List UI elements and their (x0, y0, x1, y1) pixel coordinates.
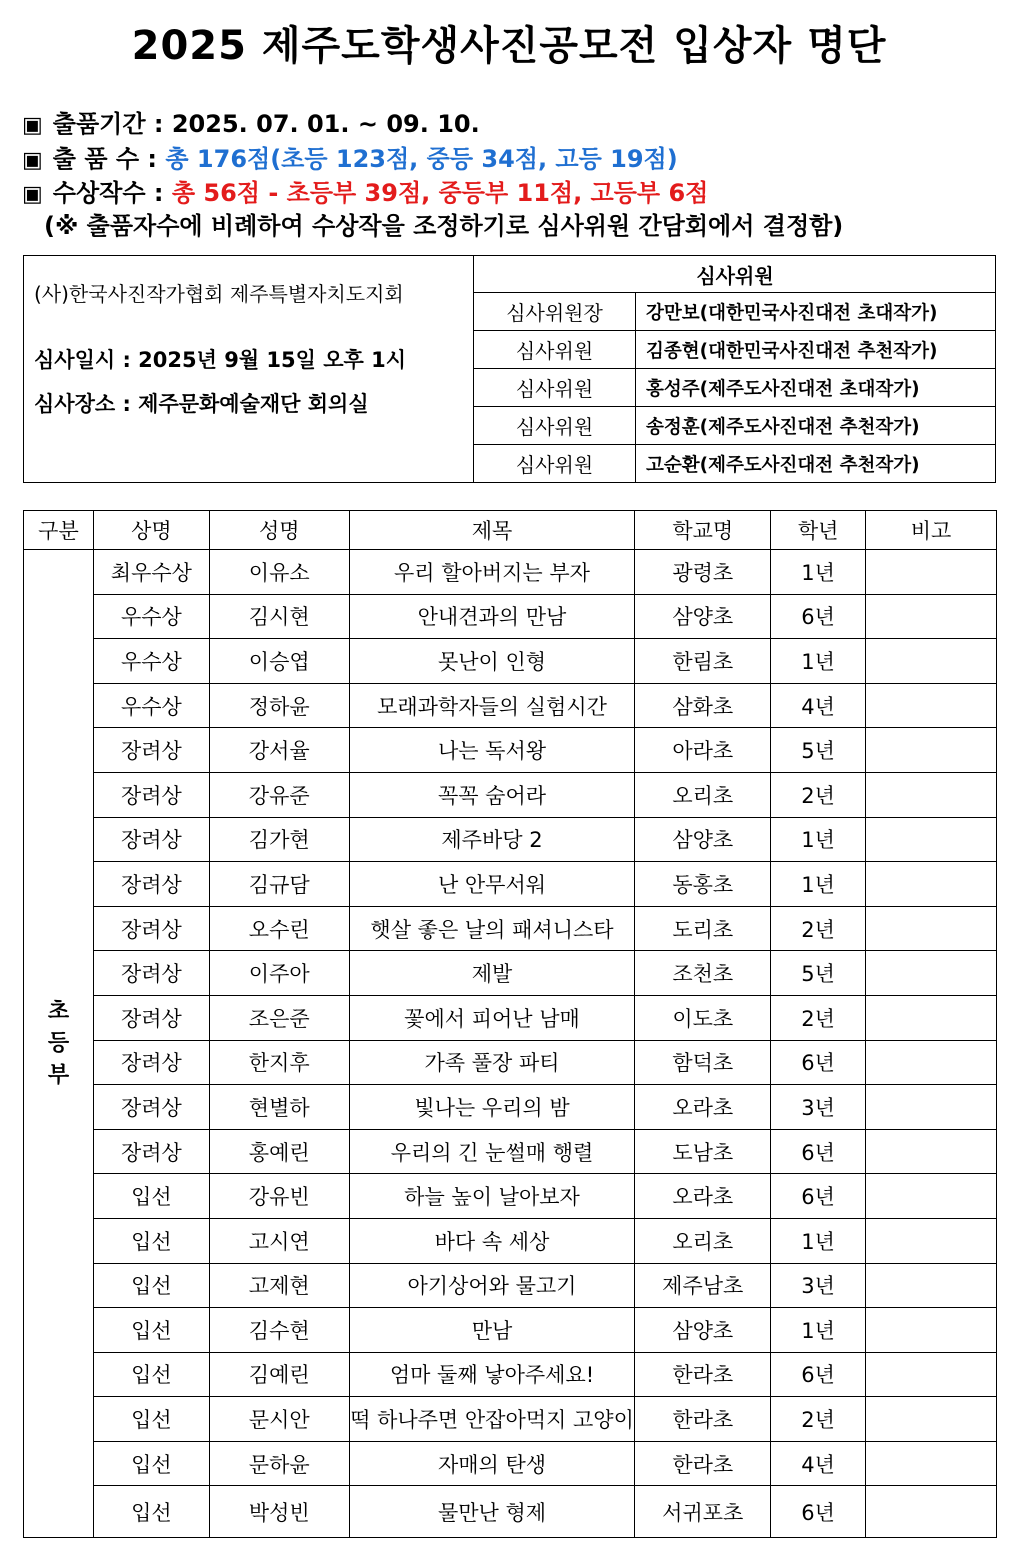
grade-cell: 1년 (771, 639, 866, 684)
school-cell: 도남초 (635, 1129, 771, 1174)
awards-table (23, 510, 997, 1538)
grade-cell: 1년 (771, 862, 866, 907)
school-cell: 오라초 (635, 1085, 771, 1130)
name-cell: 문시안 (209, 1397, 349, 1442)
award-cell: 우수상 (93, 683, 209, 728)
count-value: 총 176점(초등 123점, 중등 34점, 고등 19점) (165, 145, 678, 173)
judge-role: 심사위원 (474, 331, 636, 369)
remarks-cell (866, 1441, 997, 1486)
award-cell: 입선 (93, 1308, 209, 1353)
award-cell: 장려상 (93, 728, 209, 773)
column-header-award: 상명 (93, 511, 209, 550)
remarks-cell (866, 772, 997, 817)
table-row (24, 550, 997, 595)
column-header-school: 학교명 (635, 511, 771, 550)
judges-header: 심사위원 (474, 256, 996, 293)
judge-name: 홍성주(제주도사진대전 초대작가) (636, 369, 997, 407)
remarks-cell (866, 817, 997, 862)
grade-cell: 3년 (771, 1085, 866, 1130)
award-cell: 장려상 (93, 951, 209, 996)
school-cell: 삼양초 (635, 817, 771, 862)
title-cell: 자매의 탄생 (349, 1441, 635, 1486)
table-row (24, 1352, 997, 1397)
table-row (24, 594, 997, 639)
category-cell (24, 550, 94, 1538)
count-label: 출 품 수 : (52, 145, 166, 173)
school-cell: 오리초 (635, 1218, 771, 1263)
award-cell: 우수상 (93, 594, 209, 639)
title-cell: 우리 할아버지는 부자 (349, 550, 635, 595)
table-row (24, 683, 997, 728)
square-bullet-icon: ▣ (22, 182, 43, 207)
school-cell: 삼양초 (635, 594, 771, 639)
judge-row (474, 293, 996, 331)
name-cell: 강서율 (209, 728, 349, 773)
award-cell: 장려상 (93, 817, 209, 862)
name-cell: 김수현 (209, 1308, 349, 1353)
school-cell: 아라초 (635, 728, 771, 773)
award-cell: 장려상 (93, 862, 209, 907)
school-cell: 동홍초 (635, 862, 771, 907)
remarks-cell (866, 550, 997, 595)
remarks-cell (866, 594, 997, 639)
grade-cell: 2년 (771, 772, 866, 817)
award-cell: 장려상 (93, 995, 209, 1040)
table-row (24, 995, 997, 1040)
school-cell: 도리초 (635, 906, 771, 951)
title-cell: 꼭꼭 숨어라 (349, 772, 635, 817)
name-cell: 이유소 (209, 550, 349, 595)
school-cell: 한라초 (635, 1352, 771, 1397)
award-cell: 입선 (93, 1218, 209, 1263)
grade-cell: 3년 (771, 1263, 866, 1308)
awards-value: 총 56점 - 초등부 39점, 중등부 11점, 고등부 6점 (171, 179, 709, 207)
title-cell: 아기상어와 물고기 (349, 1263, 635, 1308)
name-cell: 김시현 (209, 594, 349, 639)
award-cell: 입선 (93, 1174, 209, 1219)
award-cell: 입선 (93, 1352, 209, 1397)
table-row (24, 1129, 997, 1174)
title-cell: 가족 풀장 파티 (349, 1040, 635, 1085)
school-cell: 오리초 (635, 772, 771, 817)
school-cell: 삼양초 (635, 1308, 771, 1353)
title-cell: 제주바당 2 (349, 817, 635, 862)
title-cell: 못난이 인형 (349, 639, 635, 684)
award-cell: 장려상 (93, 1040, 209, 1085)
judging-place: 심사장소 : 제주문화예술재단 회의실 (34, 392, 369, 416)
grade-cell: 6년 (771, 1486, 866, 1538)
remarks-cell (866, 683, 997, 728)
column-header-title: 제목 (349, 511, 635, 550)
grade-cell: 6년 (771, 1352, 866, 1397)
column-header-name: 성명 (209, 511, 349, 550)
remarks-cell (866, 1174, 997, 1219)
award-cell: 장려상 (93, 1129, 209, 1174)
title-cell: 제발 (349, 951, 635, 996)
category-char: 초 (47, 998, 70, 1024)
name-cell: 이승엽 (209, 639, 349, 684)
remarks-cell (866, 1129, 997, 1174)
name-cell: 정하윤 (209, 683, 349, 728)
award-cell: 장려상 (93, 772, 209, 817)
judge-role: 심사위원 (474, 407, 636, 445)
category-char: 등 (47, 1030, 70, 1056)
grade-cell: 5년 (771, 728, 866, 773)
table-row (24, 1308, 997, 1353)
judging-info (24, 256, 474, 482)
name-cell: 이주아 (209, 951, 349, 996)
judge-role: 심사위원장 (474, 293, 636, 331)
table-header-row (24, 511, 997, 550)
table-row (24, 1174, 997, 1219)
remarks-cell (866, 1040, 997, 1085)
title-cell: 우리의 긴 눈썰매 행렬 (349, 1129, 635, 1174)
category-char: 부 (47, 1062, 70, 1088)
title-cell: 물만난 형제 (349, 1486, 635, 1538)
judges-table (474, 256, 996, 482)
grade-cell: 6년 (771, 1129, 866, 1174)
title-cell: 바다 속 세상 (349, 1218, 635, 1263)
column-header-category: 구분 (24, 511, 94, 550)
name-cell: 고제현 (209, 1263, 349, 1308)
name-cell: 김가현 (209, 817, 349, 862)
name-cell: 한지후 (209, 1040, 349, 1085)
award-cell: 우수상 (93, 639, 209, 684)
table-row (24, 639, 997, 684)
name-cell: 김규담 (209, 862, 349, 907)
judge-row (474, 331, 996, 369)
name-cell: 문하윤 (209, 1441, 349, 1486)
period-line (22, 104, 480, 139)
table-row (24, 728, 997, 773)
title-cell: 안내견과의 만남 (349, 594, 635, 639)
title-cell: 모래과학자들의 실험시간 (349, 683, 635, 728)
count-line (22, 139, 678, 174)
school-cell: 함덕초 (635, 1040, 771, 1085)
organizer: (사)한국사진작가협회 제주특별자치도지회 (34, 282, 404, 306)
column-header-grade: 학년 (771, 511, 866, 550)
table-row (24, 1263, 997, 1308)
title-cell: 나는 독서왕 (349, 728, 635, 773)
remarks-cell (866, 1085, 997, 1130)
school-cell: 오라초 (635, 1174, 771, 1219)
name-cell: 강유빈 (209, 1174, 349, 1219)
judge-name: 김종현(대한민국사진대전 추천작가) (636, 331, 997, 369)
judge-row (474, 369, 996, 407)
remarks-cell (866, 728, 997, 773)
name-cell: 오수린 (209, 906, 349, 951)
remarks-cell (866, 995, 997, 1040)
table-row (24, 817, 997, 862)
judge-row (474, 445, 996, 483)
school-cell: 조천초 (635, 951, 771, 996)
judging-date: 심사일시 : 2025년 9월 15일 오후 1시 (34, 348, 407, 372)
award-cell: 입선 (93, 1263, 209, 1308)
award-cell: 입선 (93, 1397, 209, 1442)
title-cell: 햇살 좋은 날의 패셔니스타 (349, 906, 635, 951)
square-bullet-icon: ▣ (22, 113, 43, 138)
school-cell: 한라초 (635, 1397, 771, 1442)
remarks-cell (866, 1486, 997, 1538)
school-cell: 이도초 (635, 995, 771, 1040)
table-row (24, 1085, 997, 1130)
title-cell: 꽃에서 피어난 남매 (349, 995, 635, 1040)
remarks-cell (866, 1263, 997, 1308)
grade-cell: 1년 (771, 817, 866, 862)
remarks-cell (866, 951, 997, 996)
table-row (24, 1441, 997, 1486)
award-cell: 장려상 (93, 906, 209, 951)
judge-row (474, 407, 996, 445)
awards-table-body (24, 550, 997, 1538)
period-value: 2025. 07. 01. ~ 09. 10. (171, 110, 480, 138)
title-cell: 난 안무서워 (349, 862, 635, 907)
column-header-remarks: 비고 (866, 511, 997, 550)
grade-cell: 1년 (771, 550, 866, 595)
award-cell: 입선 (93, 1486, 209, 1538)
school-cell: 한림초 (635, 639, 771, 684)
judge-name: 강만보(대한민국사진대전 초대작가) (636, 293, 997, 331)
grade-cell: 6년 (771, 594, 866, 639)
table-row (24, 862, 997, 907)
remarks-cell (866, 1218, 997, 1263)
grade-cell: 2년 (771, 906, 866, 951)
name-cell: 박성빈 (209, 1486, 349, 1538)
judge-role: 심사위원 (474, 445, 636, 483)
period-label: 출품기간 : (52, 110, 172, 138)
school-cell: 서귀포초 (635, 1486, 771, 1538)
title-cell: 하늘 높이 날아보자 (349, 1174, 635, 1219)
name-cell: 홍예린 (209, 1129, 349, 1174)
square-bullet-icon: ▣ (22, 148, 43, 173)
award-cell: 장려상 (93, 1085, 209, 1130)
school-cell: 삼화초 (635, 683, 771, 728)
grade-cell: 1년 (771, 1308, 866, 1353)
school-cell: 제주남초 (635, 1263, 771, 1308)
table-row (24, 951, 997, 996)
name-cell: 김예린 (209, 1352, 349, 1397)
name-cell: 고시연 (209, 1218, 349, 1263)
adjustment-note: (※ 출품자수에 비례하여 수상작을 조정하기로 심사위원 간담회에서 결정함) (44, 212, 844, 240)
remarks-cell (866, 906, 997, 951)
judge-name: 고순환(제주도사진대전 추천작가) (636, 445, 997, 483)
award-cell: 입선 (93, 1441, 209, 1486)
grade-cell: 2년 (771, 1397, 866, 1442)
grade-cell: 1년 (771, 1218, 866, 1263)
title-cell: 떡 하나주면 안잡아먹지 고양이 (349, 1397, 635, 1442)
award-cell: 최우수상 (93, 550, 209, 595)
grade-cell: 5년 (771, 951, 866, 996)
remarks-cell (866, 639, 997, 684)
page-title: 2025 제주도학생사진공모전 입상자 명단 (131, 23, 887, 69)
table-row (24, 906, 997, 951)
grade-cell: 4년 (771, 683, 866, 728)
table-row (24, 1486, 997, 1538)
remarks-cell (866, 862, 997, 907)
judging-panel (23, 255, 996, 483)
table-row (24, 1040, 997, 1085)
grade-cell: 6년 (771, 1174, 866, 1219)
grade-cell: 4년 (771, 1441, 866, 1486)
judge-role: 심사위원 (474, 369, 636, 407)
school-cell: 광령초 (635, 550, 771, 595)
title-cell: 빛나는 우리의 밤 (349, 1085, 635, 1130)
remarks-cell (866, 1308, 997, 1353)
awards-label: 수상작수 : (52, 179, 172, 207)
grade-cell: 2년 (771, 995, 866, 1040)
title-cell: 만남 (349, 1308, 635, 1353)
remarks-cell (866, 1397, 997, 1442)
grade-cell: 6년 (771, 1040, 866, 1085)
school-cell: 한라초 (635, 1441, 771, 1486)
name-cell: 강유준 (209, 772, 349, 817)
table-row (24, 1218, 997, 1263)
remarks-cell (866, 1352, 997, 1397)
table-row (24, 1397, 997, 1442)
judge-name: 송정훈(제주도사진대전 추천작가) (636, 407, 997, 445)
title-cell: 엄마 둘째 낳아주세요! (349, 1352, 635, 1397)
table-row (24, 772, 997, 817)
name-cell: 현별하 (209, 1085, 349, 1130)
awards-count-line (22, 173, 708, 208)
name-cell: 조은준 (209, 995, 349, 1040)
